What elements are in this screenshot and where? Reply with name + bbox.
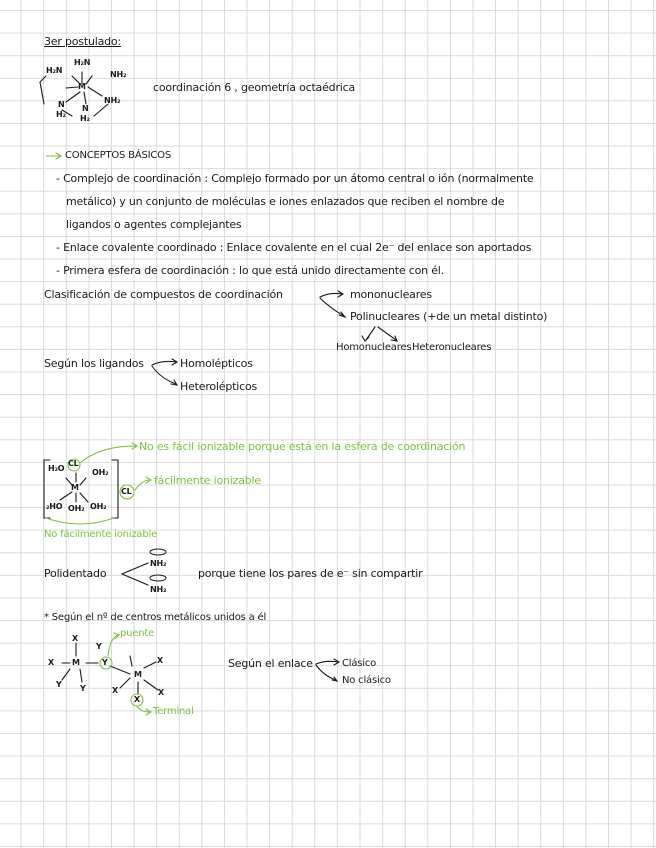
ligand-label: NH₂ bbox=[104, 96, 121, 105]
clasificacion-poli: Polinucleares (+de un metal distinto) bbox=[350, 310, 548, 323]
centros-ligand: X bbox=[112, 686, 118, 695]
centros-ligand: X bbox=[158, 688, 164, 697]
note-not-easily-ionizable: No fácilmente ionizable bbox=[44, 529, 158, 540]
centros-terminal-ligand: X bbox=[134, 695, 140, 704]
concept-line: - Enlace covalente coordinado : Enlace covalente en el cual 2e⁻ del enlace son aportados bbox=[56, 241, 532, 254]
ligand-label: N bbox=[58, 100, 65, 109]
ligand-label: N bbox=[82, 104, 89, 113]
centros-ligand: Y bbox=[96, 642, 102, 651]
postulado-description: coordinación 6 , geometría octaédrica bbox=[153, 81, 356, 94]
polidentado-nh2-b: NH₂ bbox=[150, 585, 167, 594]
puente-label: puente bbox=[120, 628, 155, 639]
ligandos-homo: Homolépticos bbox=[180, 357, 253, 370]
enlace-no-clasico: No clásico bbox=[342, 675, 391, 686]
centros-label: * Según el nº de centros metálicos unidos a él bbox=[44, 612, 267, 623]
clasificacion-label: Clasificación de compuestos de coordinación bbox=[44, 288, 283, 301]
complex-ligand: ₂HO bbox=[46, 502, 63, 511]
complex-ligand: OH₂ bbox=[68, 504, 85, 513]
note-not-ionizable: No es fácil ionizable porque está en la esfera de coordinación bbox=[139, 440, 466, 453]
enlace-clasico: Clásico bbox=[342, 658, 377, 669]
ligand-label: H₂ bbox=[56, 110, 66, 119]
ligand-label: NH₂ bbox=[110, 70, 127, 79]
complex-metal: M bbox=[71, 483, 79, 492]
concept-line: - Primera esfera de coordinación : lo que está unido directamente con él. bbox=[56, 264, 444, 277]
clasificacion-hetero: Heteronucleares bbox=[412, 342, 492, 353]
ligand-label: H₂N bbox=[74, 58, 91, 67]
ligand-label: H₂N bbox=[46, 66, 63, 75]
complex-ligand: OH₂ bbox=[92, 468, 109, 477]
section-title: 3er postulado: bbox=[44, 35, 121, 48]
metal-label: M bbox=[78, 82, 86, 91]
note-ionizable: fácilmente ionizable bbox=[154, 474, 261, 487]
terminal-label: Terminal bbox=[153, 706, 194, 717]
centros-ligand: Y bbox=[102, 658, 108, 667]
centros-ligand: Y bbox=[56, 680, 62, 689]
polidentado-nh2-a: NH₂ bbox=[150, 559, 167, 568]
centros-ligand: X bbox=[157, 656, 163, 665]
centros-ligand: X bbox=[48, 658, 54, 667]
ligandos-label: Según los ligandos bbox=[44, 357, 144, 370]
complex-ligand: CL bbox=[68, 459, 79, 468]
centros-ligand: Y bbox=[80, 684, 86, 693]
centros-ligand: X bbox=[72, 634, 78, 643]
clasificacion-mono: mononucleares bbox=[350, 288, 432, 301]
concept-line: - Complejo de coordinación : Complejo formado por un átomo central o ión (normalmente bbox=[56, 172, 534, 185]
enlace-label: Según el enlace bbox=[228, 657, 313, 670]
counter-ion: CL bbox=[121, 487, 132, 496]
concept-line: metálico) y un conjunto de moléculas e iones enlazados que reciben el nombre de bbox=[66, 195, 505, 208]
centros-metal: M bbox=[134, 670, 142, 679]
concept-line: ligandos o agentes complejantes bbox=[66, 218, 242, 231]
complex-ligand: OH₂ bbox=[90, 502, 107, 511]
polidentado-description: porque tiene los pares de e⁻ sin compartir bbox=[198, 567, 423, 580]
polidentado-label: Polidentado bbox=[44, 567, 107, 580]
ligand-label: H₂ bbox=[80, 114, 90, 123]
conceptos-header: CONCEPTOS BÁSICOS bbox=[65, 150, 171, 161]
centros-metal: M bbox=[72, 658, 80, 667]
complex-ligand: H₂O bbox=[48, 464, 65, 473]
clasificacion-homo: Homonucleares bbox=[336, 342, 412, 353]
ligandos-hetero: Heterolépticos bbox=[180, 380, 258, 393]
